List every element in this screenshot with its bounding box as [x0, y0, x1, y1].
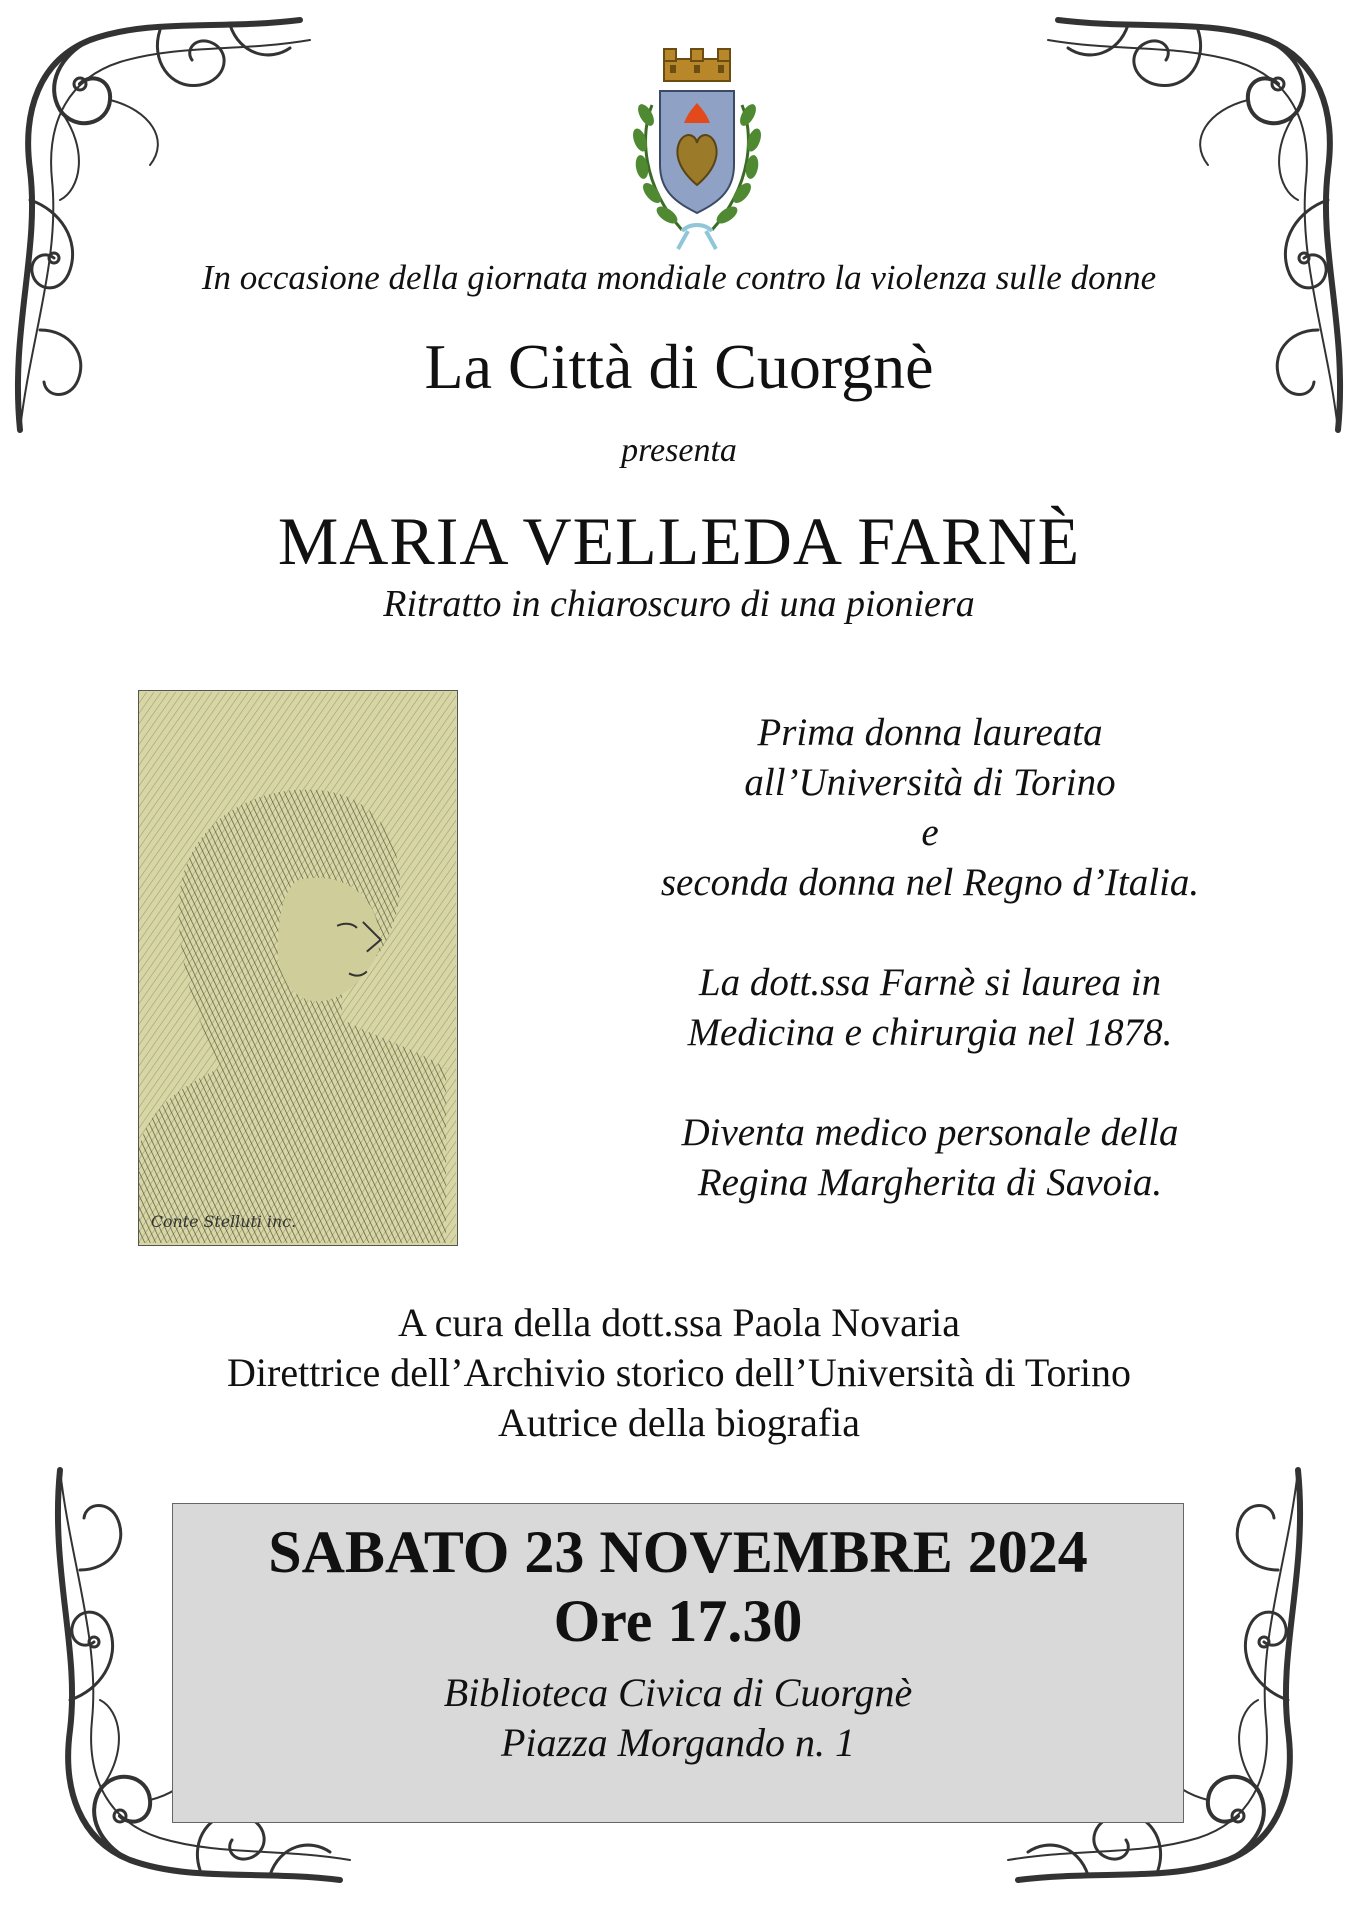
curator-info — [0, 1298, 1358, 1448]
curator-line: A cura della dott.ssa Paola Novaria — [397, 1300, 961, 1345]
occasion-text: In occasione della giornata mondiale contro la violenza sulle donne — [201, 258, 1157, 297]
fact-paragraph: Prima donna laureata all’Università di Torino e seconda donna nel Regno d’Italia. — [660, 711, 1200, 904]
venue-address: Piazza Morgando n. 1 — [500, 1720, 856, 1765]
portrait-image — [138, 690, 458, 1246]
fact-paragraph: Diventa medico personale della Regina Margherita di Savoia. — [681, 1111, 1179, 1204]
biography-facts — [590, 708, 1270, 1208]
mural-crown-icon — [664, 49, 730, 81]
event-time: Ore 17.30 — [553, 1588, 803, 1654]
venue-name: Biblioteca Civica di Cuorgnè — [443, 1670, 913, 1715]
presenta-text: presenta — [621, 432, 737, 469]
event-box — [172, 1503, 1184, 1823]
city-title: La Città di Cuorgnè — [424, 331, 934, 402]
person-name: MARIA VELLEDA FARNÈ — [277, 503, 1081, 579]
curator-role: Direttrice dell’Archivio storico dell’Università di Torino — [227, 1350, 1131, 1395]
fact-paragraph: La dott.ssa Farnè si laurea in Medicina e chirurgia nel 1878. — [687, 961, 1173, 1054]
subtitle: Ritratto in chiaroscuro di una pioniera — [383, 583, 975, 625]
event-date: SABATO 23 NOVEMBRE 2024 — [268, 1519, 1088, 1585]
coat-of-arms-icon — [612, 45, 782, 255]
curator-note: Autrice della biografia — [497, 1400, 861, 1445]
event-venue — [173, 1668, 1183, 1768]
portrait-signature: Conte Stelluti inc. — [150, 1212, 297, 1232]
